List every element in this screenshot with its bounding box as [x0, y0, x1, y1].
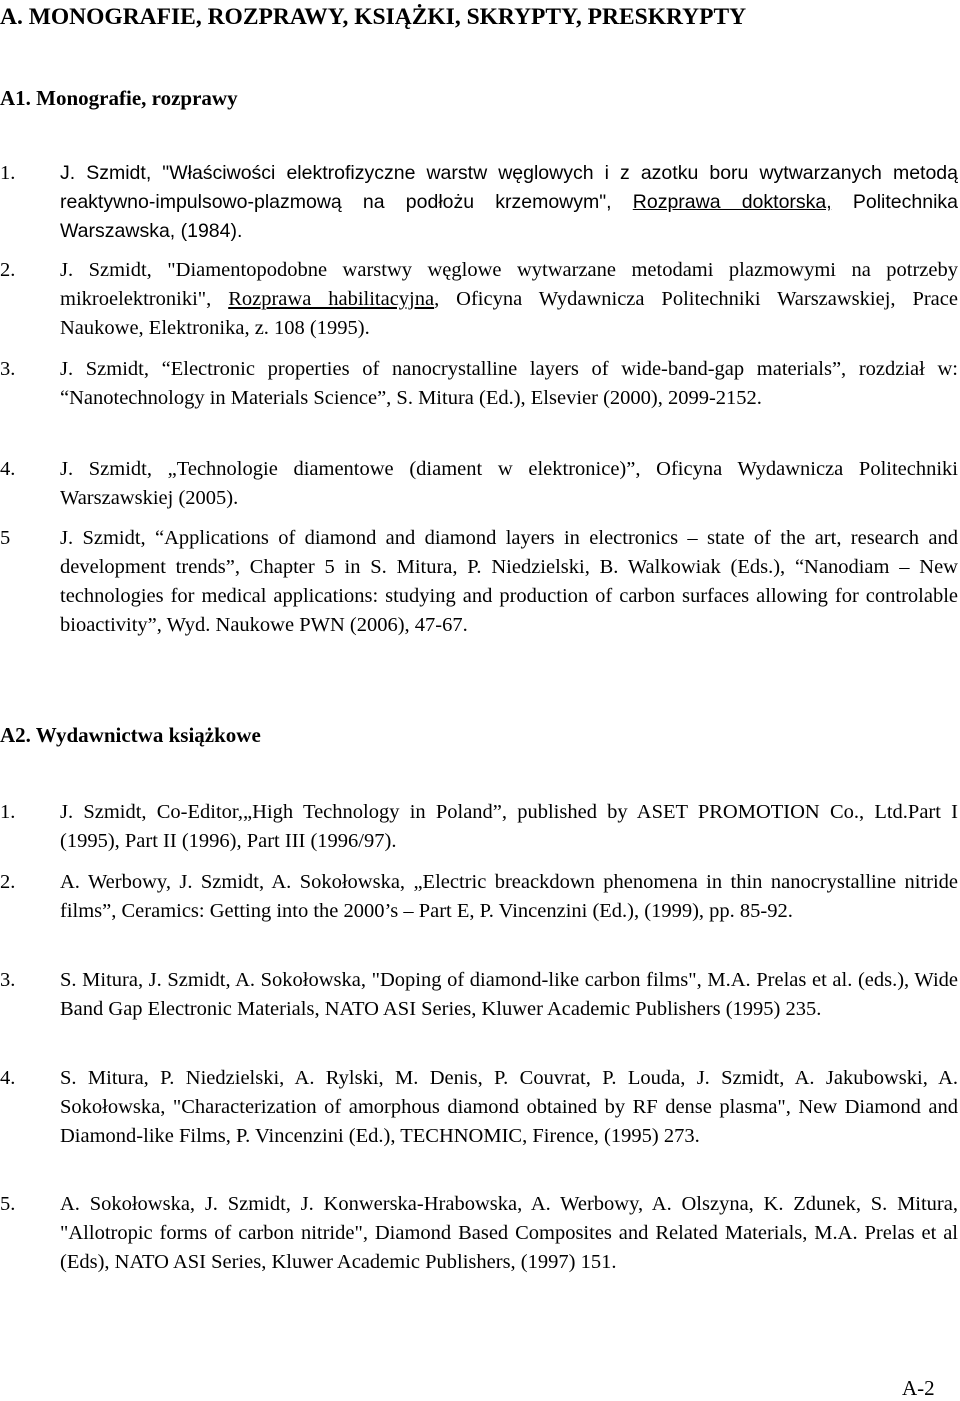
item-number: 3. [0, 969, 16, 991]
section-title-a1: A1. Monografie, rozprawy [0, 86, 238, 110]
item-number: 5 [0, 527, 11, 549]
page-number: A-2 [902, 1376, 935, 1400]
list-item [0, 966, 958, 1024]
item-text: J. Szmidt, „Technologie diamentowe (diament w elektronice)”, Oficyna Wydawnicza Politechniki Warszawskiej (2005). [60, 458, 958, 509]
item-number: 2. [0, 871, 16, 893]
item-text: J. Szmidt, “Applications of diamond and diamond layers in electronics – state of the art, research and development trends”, Chapter 5 in S. Mitura, P. Niedzielski, B. Walkowiak (Eds.), “Nanodiam – New technologies for medical applications: studying and production of carbon surfaces allowing for controlable bioactivity”, Wyd. Naukowe PWN (2006), 47-67. [60, 527, 958, 636]
list-item [0, 355, 958, 413]
item-number: 5. [0, 1193, 16, 1215]
item-number: 2. [0, 259, 16, 281]
list-item [0, 1190, 958, 1277]
list-item [0, 798, 958, 856]
item-text: J. Szmidt, “Electronic properties of nanocrystalline layers of wide-band-gap materials”, rozdział w: “Nanotechnology in Materials Science”, S. Mitura (Ed.), Elsevier (2000), 2099-2152. [60, 358, 958, 409]
item-number: 3. [0, 358, 16, 380]
list-item [0, 159, 958, 246]
item-text: A. Sokołowska, J. Szmidt, J. Konwerska-Hrabowska, A. Werbowy, A. Olszyna, K. Zdunek, S. Mitura, "Allotropic forms of carbon nitride", Diamond Based Composites and Related Materials, M.A. Prelas et al (Eds), NATO ASI Series, Kluwer Academic Publishers, (1997) 151. [60, 1193, 958, 1273]
item-number: 4. [0, 458, 16, 480]
list-item [0, 256, 958, 343]
item-text: J. Szmidt, "Diamentopodobne warstwy węglowe wytwarzane metodami plazmowymi na potrzeby mikroelektroniki", Rozprawa habilitacyjna, Oficyna Wydawnicza Politechniki Warszawskiej, Prace Naukowe, Elektronika, z. 108 (1995). [60, 259, 958, 339]
list-item [0, 868, 958, 926]
item-number: 1. [0, 801, 16, 823]
item-text: A. Werbowy, J. Szmidt, A. Sokołowska, „Electric breackdown phenomena in thin nanocrystalline nitride films”, Ceramics: Getting into the 2000’s – Part E, P. Vincenzini (Ed.), (1999), pp. 85-92. [60, 871, 958, 922]
item-text: S. Mitura, P. Niedzielski, A. Rylski, M. Denis, P. Couvrat, P. Louda, J. Szmidt, A. Jakubowski, A. Sokołowska, "Characterization of amorphous diamond obtained by RF dense plasma", New Diamond and Diamond-like Films, P. Vincenzini (Ed.), TECHNOMIC, Firence, (1995) 273. [60, 1067, 958, 1147]
underlined-term: Rozprawa habilitacyjna [228, 288, 435, 310]
item-text: S. Mitura, J. Szmidt, A. Sokołowska, "Doping of diamond-like carbon films", M.A. Prelas et al. (eds.), Wide Band Gap Electronic Materials, NATO ASI Series, Kluwer Academic Publishers (1995) 235. [60, 969, 958, 1020]
list-item [0, 455, 958, 513]
page-heading: A. MONOGRAFIE, ROZPRAWY, KSIĄŻKI, SKRYPTY, PRESKRYPTY [0, 4, 747, 30]
item-number: 4. [0, 1067, 16, 1089]
item-text: J. Szmidt, "Właściwości elektrofizyczne warstw węglowych i z azotku boru wytwarzanych metodą reaktywno-impulsowo-plazmową na podłożu krzemowym", Rozprawa doktorska, Politechnika Warszawska, (1984). [60, 162, 958, 242]
item-text: J. Szmidt, Co-Editor,„High Technology in Poland”, published by ASET PROMOTION Co., Ltd.Part I (1995), Part II (1996), Part III (1996/97). [60, 801, 958, 852]
underlined-term: Rozprawa doktorska, [632, 191, 832, 213]
item-number: 1. [0, 162, 16, 184]
list-item [0, 1064, 958, 1151]
list-item [0, 524, 958, 640]
section-title-a2: A2. Wydawnictwa książkowe [0, 723, 261, 747]
